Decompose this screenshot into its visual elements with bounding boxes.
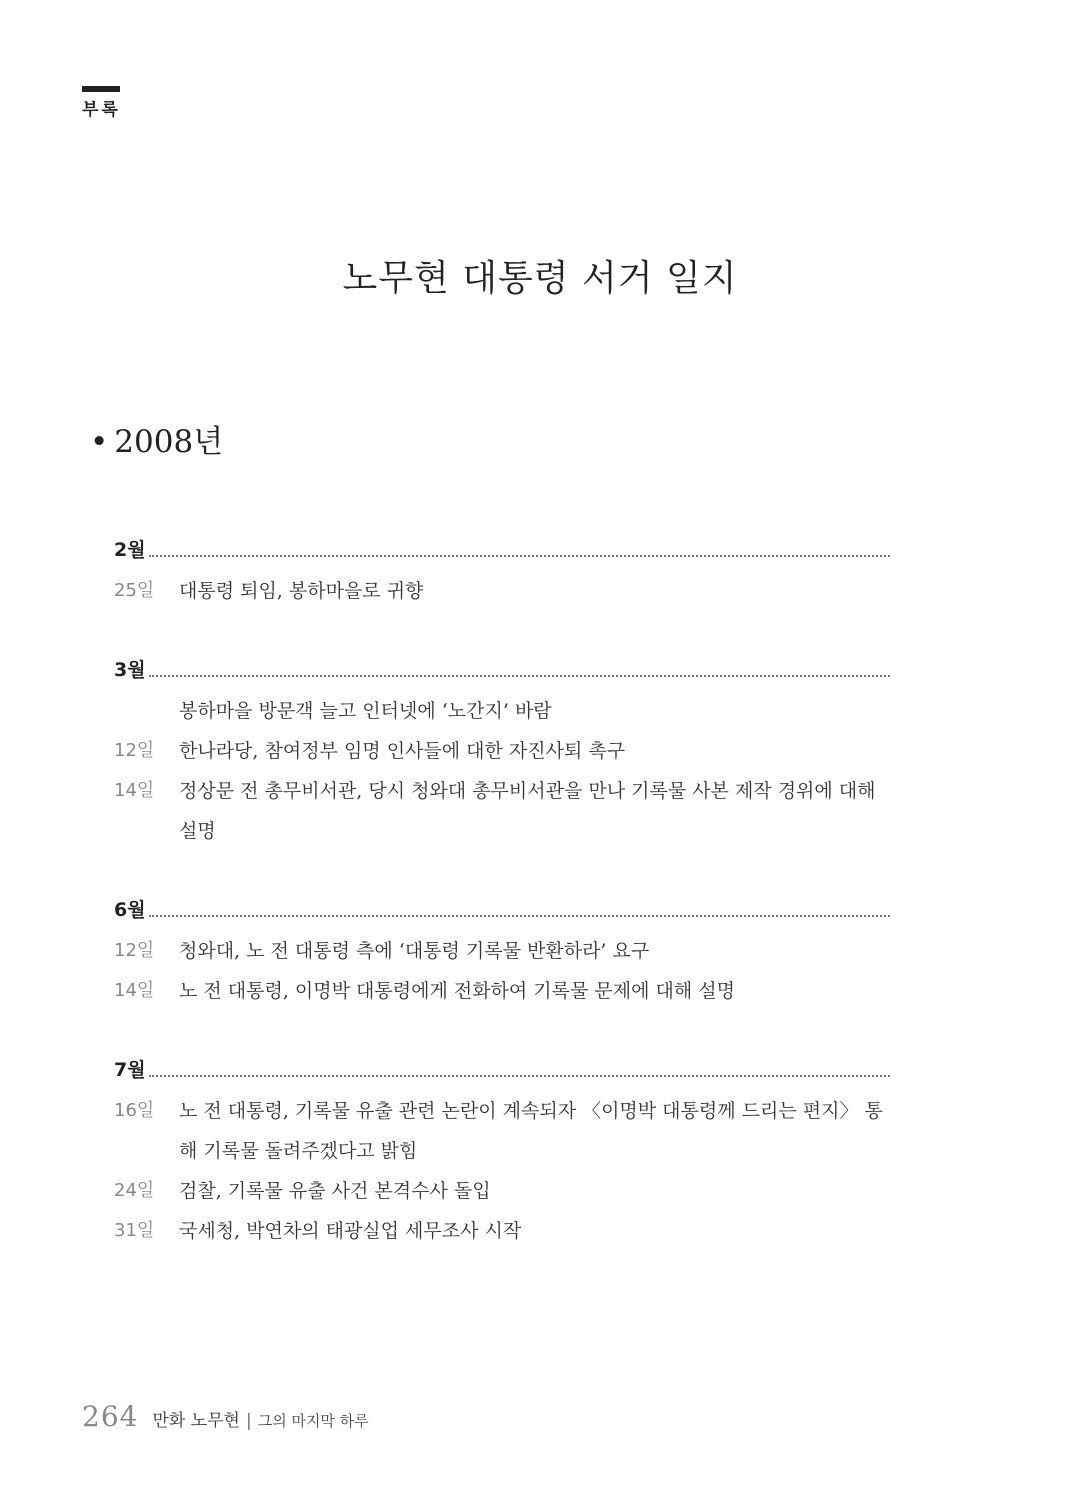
entry-text: 검찰, 기록물 유출 사건 본격수사 돌입 [179,1180,491,1202]
dotted-leader [149,1075,890,1077]
footer-separator: | [245,1411,252,1431]
year-bullet: • [90,424,109,460]
month-label: 7월 [114,1059,146,1081]
entry-day: 25일 [114,580,155,601]
section-tab [82,86,121,120]
entry-day [114,691,179,731]
month-label: 2월 [114,539,146,561]
entry-list [114,931,890,1011]
entry-text: 봉하마을 방문객 늘고 인터넷에 ‘노간지’ 바람 [179,700,552,722]
list-item [114,571,890,611]
list-item [114,1211,890,1251]
list-item [114,731,890,771]
entry-text: 노 전 대통령, 기록물 유출 관련 논란이 계속되자 〈이명박 대통령께 드리는 편지〉 통해 기록물 돌려주겠다고 밝힘 [179,1100,883,1162]
entry-text: 노 전 대통령, 이명박 대통령에게 전화하여 기록물 문제에 대해 설명 [179,980,735,1002]
entry-list [114,1091,890,1251]
entry-text: 청와대, 노 전 대통령 측에 ‘대통령 기록물 반환하라’ 요구 [179,940,650,962]
list-item [114,931,890,971]
list-item [114,691,890,731]
entry-day: 12일 [114,940,155,961]
list-item [114,1171,890,1211]
month-header [114,652,890,682]
list-item [114,1091,890,1171]
section-tab-bar [82,86,120,92]
section-label: 부록 [82,100,121,120]
book-subtitle: 그의 마지막 하루 [257,1412,369,1430]
year-label: 2008년 [114,424,224,460]
month-label: 6월 [114,899,146,921]
entry-day: 31일 [114,1220,155,1241]
page-title: 노무현 대통령 서거 일지 [342,258,738,299]
month-label: 3월 [114,659,146,681]
month-header [114,1052,890,1082]
year-heading [90,416,223,461]
entry-text: 한나라당, 참여정부 임명 인사들에 대한 자진사퇴 촉구 [179,740,626,762]
book-title: 만화 노무현 [152,1411,240,1431]
entry-day: 14일 [114,980,155,1001]
page-number: 264 [82,1400,139,1433]
dotted-leader [149,675,890,677]
dotted-leader [149,555,890,557]
list-item [114,771,890,851]
entry-day: 12일 [114,740,155,761]
entry-day: 14일 [114,780,155,801]
entry-day: 24일 [114,1180,155,1201]
month-block-jul [114,1052,890,1251]
page-footer [82,1400,369,1433]
month-block-feb [114,532,890,611]
entry-day: 16일 [114,1100,155,1121]
dotted-leader [149,915,890,917]
entry-list [114,691,890,851]
entry-list [114,571,890,611]
entry-text: 대통령 퇴임, 봉하마을로 귀향 [179,580,424,602]
month-block-jun [114,892,890,1011]
list-item [114,971,890,1011]
entry-text: 정상문 전 총무비서관, 당시 청와대 총무비서관을 만나 기록물 사본 제작 경위에 대해 설명 [179,780,876,842]
month-block-mar [114,652,890,851]
month-header [114,892,890,922]
month-header [114,532,890,562]
entry-text: 국세청, 박연차의 태광실업 세무조사 시작 [179,1220,522,1242]
